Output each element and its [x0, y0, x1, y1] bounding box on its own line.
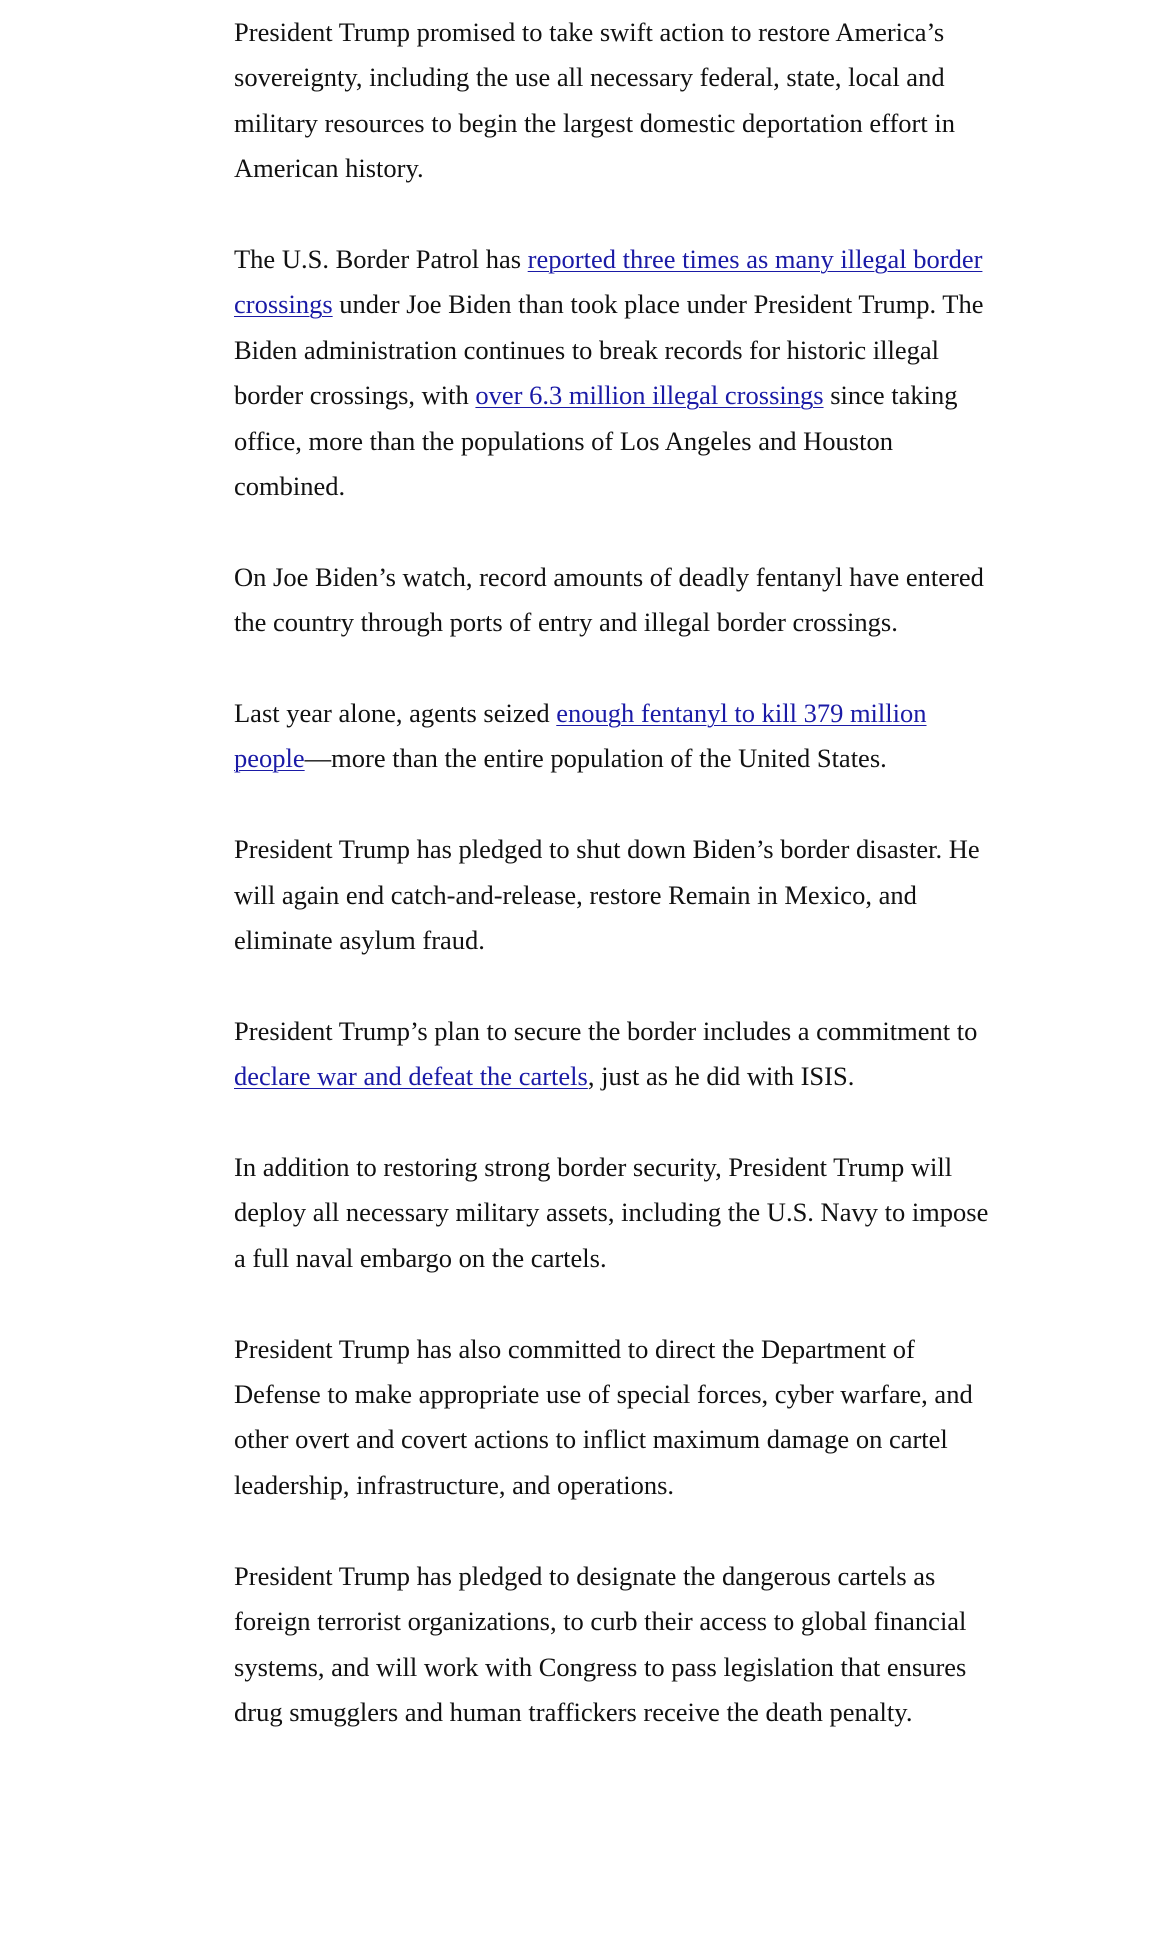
- link-declare-war-cartels[interactable]: declare war and defeat the cartels: [234, 1061, 588, 1092]
- paragraph-border-disaster: President Trump has pledged to shut down Biden’s border disaster. He will again end catch-and-release, restore Remain in Mexico, and eliminate asylum fraud.: [234, 834, 980, 956]
- paragraph-naval-embargo: In addition to restoring strong border security, President Trump will deploy all necessary military assets, including the U.S. Navy to impose a full naval embargo on the cartels.: [234, 1152, 989, 1273]
- link-illegal-crossings-count[interactable]: over 6.3 million illegal crossings: [475, 380, 824, 411]
- link-fentanyl-seized[interactable]: enough fentanyl to kill 379 million people: [234, 698, 927, 774]
- paragraph-text: President Trump’s plan to secure the border includes a commitment to: [234, 1015, 978, 1046]
- paragraph-defense-department: President Trump has also committed to direct the Department of Defense to make appropriate use of special forces, cyber warfare, and other overt and covert actions to inflict maximum damage on cartel leadership, infrastructure, and operations.: [234, 1333, 973, 1500]
- paragraph-fentanyl-seized: [234, 691, 994, 782]
- paragraph-text: Last year alone, agents seized: [234, 698, 557, 729]
- paragraph-cartels-plan: [234, 1009, 994, 1100]
- link-reported-border-crossings[interactable]: reported three times as many illegal border crossings: [234, 244, 983, 320]
- article-body: [234, 10, 994, 1781]
- paragraph-text: since taking office, more than the populations of Los Angeles and Houston combined.: [234, 380, 958, 502]
- paragraph-deportation-effort: President Trump promised to take swift action to restore America’s sovereignty, including the use all necessary federal, state, local and military resources to begin the largest domestic deportation effort in American history.: [234, 17, 955, 184]
- paragraph-text: The U.S. Border Patrol has: [234, 244, 528, 275]
- paragraph-terrorist-designation: President Trump has pledged to designate the dangerous cartels as foreign terrorist organizations, to curb their access to global financial systems, and will work with Congress to pass legislation that ensures drug smugglers and human traffickers receive the death penalty.: [234, 1560, 967, 1727]
- paragraph-text: under Joe Biden than took place under President Trump. The Biden administration continues to break records for historic illegal border crossings, with: [234, 289, 984, 411]
- paragraph-text: , just as he did with ISIS.: [587, 1061, 855, 1092]
- paragraph-text: —more than the entire population of the United States.: [304, 743, 887, 774]
- paragraph-fentanyl-entry: On Joe Biden’s watch, record amounts of deadly fentanyl have entered the country through ports of entry and illegal border crossings.: [234, 561, 984, 638]
- paragraph-border-crossings: [234, 237, 994, 509]
